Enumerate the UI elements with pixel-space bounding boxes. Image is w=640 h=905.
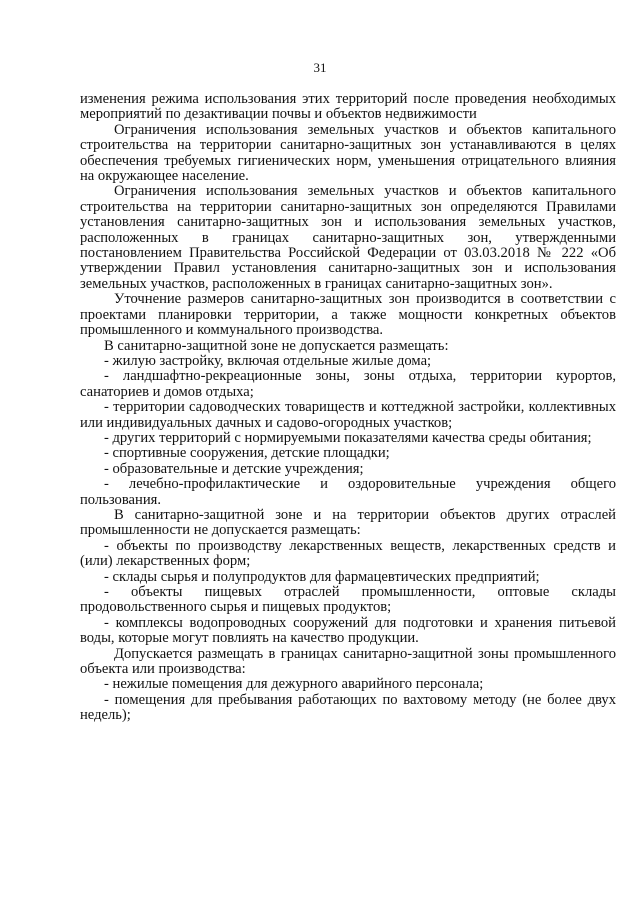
paragraph: - образовательные и детские учреждения;	[104, 460, 364, 477]
paragraph: Ограничения использования земельных участков и объектов капитального строительства на территории санитарно-защитных зон определяются Правилами установления санитарно-защитных зон и использования земельных участков, расположенных в границах санитарно-защитных зон, утвержденными постановлением Правительства Российской Федерации от 03.03.2018 № 222 «Об утверждении Правил установления санитарно-защитных зон и использования земельных участков, расположенных в границах санитарно-защитных зон».	[80, 183, 616, 292]
paragraph: В санитарно-защитной зоне и на территории объектов других отраслей промышленности не допускается размещать:	[80, 506, 616, 539]
paragraph: - объекты по производству лекарственных веществ, лекарственных средств и (или) лекарственных форм;	[80, 537, 616, 570]
paragraph: - жилую застройку, включая отдельные жилые дома;	[104, 352, 432, 369]
paragraph: - помещения для пребывания работающих по вахтовому методу (не более двух недель);	[80, 691, 616, 724]
paragraph: - лечебно-профилактические и оздоровительные учреждения общего пользования.	[80, 476, 616, 508]
paragraph: - ландшафтно-рекреационные зоны, зоны отдыха, территории курортов, санаториев и домов отдыха;	[80, 368, 616, 400]
paragraph: Уточнение размеров санитарно-защитных зон производится в соответствии с проектами планировки территории, а также мощности конкретных объектов промышленного и коммунального производства.	[80, 291, 616, 339]
page-number: 31	[313, 60, 327, 75]
paragraph: Допускается размещать в границах санитарно-защитной зоны промышленного объекта или производства:	[80, 645, 616, 678]
paragraph: - объекты пищевых отраслей промышленности, оптовые склады продовольственного сырья и пищевых продуктов;	[80, 584, 616, 616]
paragraph: - других территорий с нормируемыми показателями качества среды обитания;	[104, 429, 592, 446]
paragraph: - комплексы водопроводных сооружений для подготовки и хранения питьевой воды, которые могут повлиять на качество продукции.	[80, 614, 616, 647]
paragraph: - территории садоводческих товариществ и коттеджной застройки, коллективных или индивидуальных дачных и садово-огородных участков;	[80, 399, 616, 431]
paragraph: - нежилые помещения для дежурного аварийного персонала;	[104, 676, 484, 693]
paragraph: - склады сырья и полупродуктов для фармацевтических предприятий;	[104, 568, 540, 585]
document-body	[80, 92, 616, 724]
paragraph: - спортивные сооружения, детские площадки;	[104, 445, 390, 462]
paragraph: изменения режима использования этих территорий после проведения необходимых мероприятий по дезактивации почвы и объектов недвижимости	[80, 91, 616, 123]
paragraph: Ограничения использования земельных участков и объектов капитального строительства на территории санитарно-защитных зон устанавливаются в целях обеспечения требуемых гигиенических норм, уменьшения отрицательного влияния на окружающее население.	[80, 121, 616, 185]
paragraph: В санитарно-защитной зоне не допускается размещать:	[104, 337, 449, 354]
